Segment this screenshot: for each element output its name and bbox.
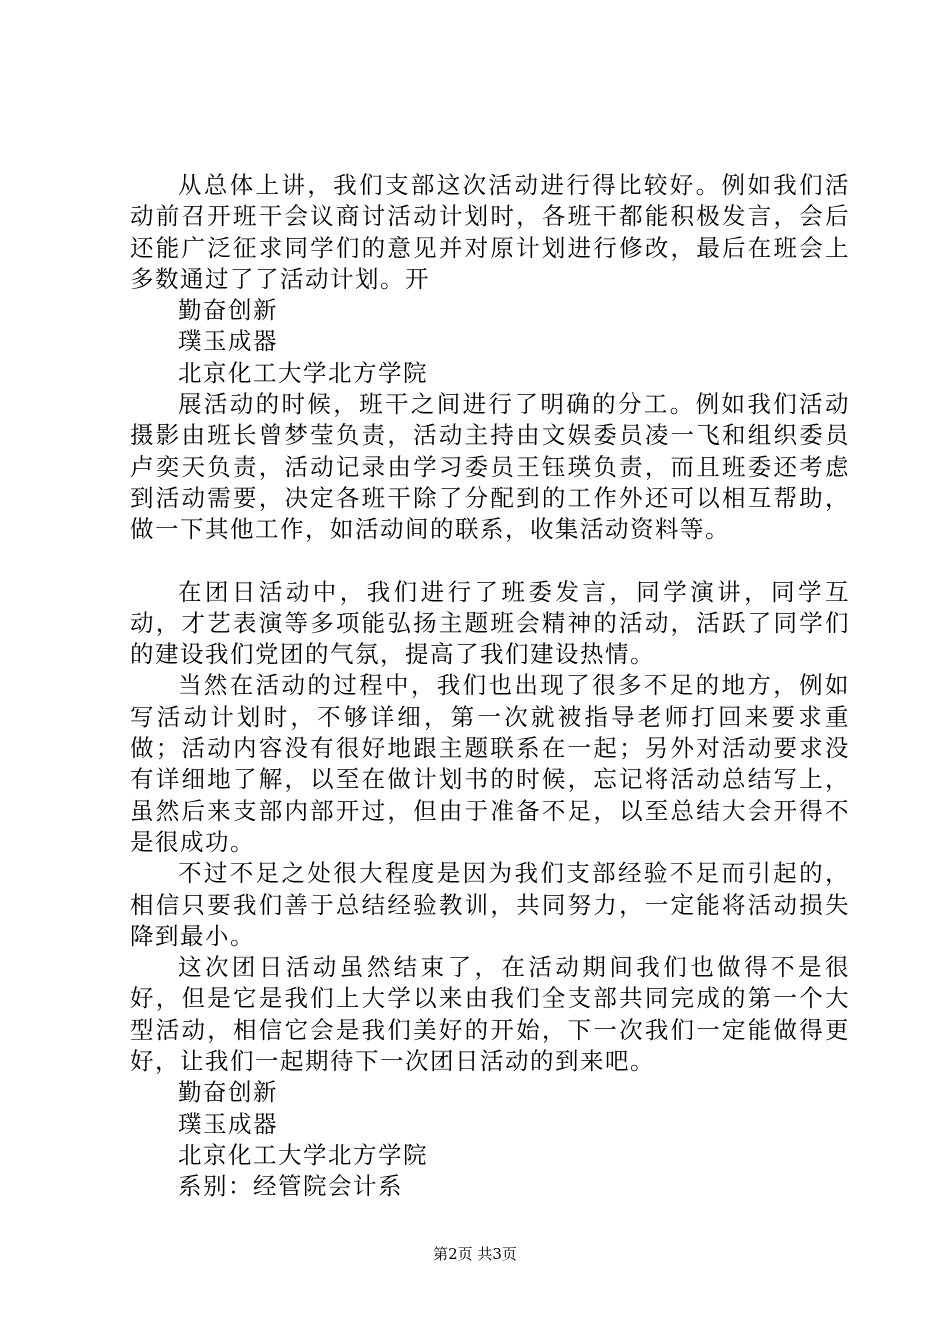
paragraph-division-of-work: 展活动的时候，班干之间进行了明确的分工。例如我们活动摄影由班长曾梦莹负责，活动主持由文娱委员凌一飞和组织委员卢奕天负责，活动记录由学习委员王钰瑛负责，而且班委还考虑到活动需要，决定各班干除了分配到的工作外还可以相互帮助，做一下其他工作，如活动间的联系，收集活动资料等。 [130, 390, 850, 544]
motto-line-1-repeat: 勤奋创新 [178, 1078, 278, 1107]
motto-line-2: 璞玉成器 [178, 327, 278, 356]
paragraph-activities: 在团日活动中，我们进行了班委发言，同学演讲，同学互动，才艺表演等多项能弘扬主题班会精神的活动，活跃了同学们的建设我们党团的气氛，提高了我们建设热情。 [130, 577, 850, 669]
blank-line [130, 546, 850, 577]
paragraph-shortcomings: 当然在活动的过程中，我们也出现了很多不足的地方，例如写活动计划时，不够详细，第一次就被指导老师打回来要求重做；活动内容没有很好地跟主题联系在一起；另外对活动要求没有详细地了解，以至在做计划书的时候，忘记将活动总结写上，虽然后来支部内部开过，但由于准备不足，以至总结大会开得不是很成功。 [130, 671, 850, 856]
paragraph-conclusion: 这次团日活动虽然结束了，在活动期间我们也做得不是很好，但是它是我们上大学以来由我们全支部共同完成的第一个大型活动，相信它会是我们美好的开始，下一次我们一定能做得更好，让我们一起期待下一次团日活动的到来吧。 [130, 953, 850, 1076]
document-body [130, 170, 850, 1203]
department-line: 系别：经管院会计系 [178, 1172, 403, 1201]
school-name: 北京化工大学北方学院 [178, 358, 428, 387]
motto-line-1: 勤奋创新 [178, 296, 278, 325]
page-number-footer: 第2页 共3页 [433, 1245, 517, 1263]
motto-line-2-repeat: 璞玉成器 [178, 1109, 278, 1138]
paragraph-lessons: 不过不足之处很大程度是因为我们支部经验不足而引起的，相信只要我们善于总结经验教训，共同努力，一定能将活动损失降到最小。 [130, 859, 850, 950]
school-name-repeat: 北京化工大学北方学院 [178, 1140, 428, 1169]
paragraph-overall-evaluation: 从总体上讲，我们支部这次活动进行得比较好。例如我们活动前召开班干会议商讨活动计划时，各班干都能积极发言，会后还能广泛征求同学们的意见并对原计划进行修改，最后在班会上多数通过了了活动计划。开 [130, 171, 850, 293]
